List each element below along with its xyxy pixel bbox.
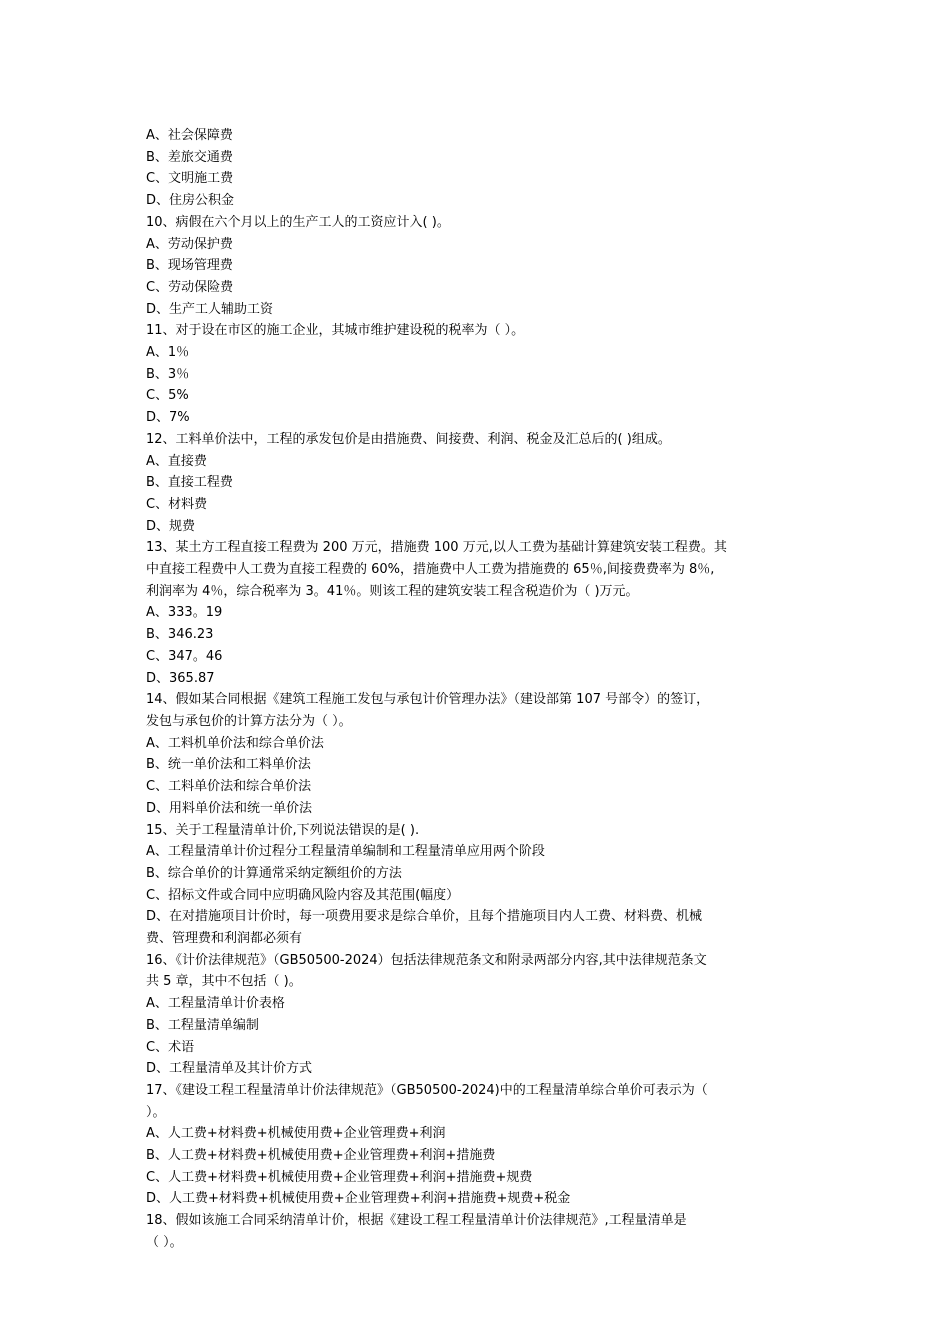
text-line: A、直接费 [146,453,207,469]
text-line: B、直接工程费 [146,475,233,491]
question-15: 15、关于工程量清单计价,下列说法错误的是( ). [146,822,420,838]
text-line: D、人工费+材料费+机械使用费+企业管理费+利润+措施费+规费+税金 [146,1191,571,1207]
text-line: C、人工费+材料费+机械使用费+企业管理费+利润+措施费+规费 [146,1169,533,1185]
text-line: D、在对措施项目计价时，每一项费用要求是综合单价，且每个措施项目内人工费、材料费、机械 [146,909,703,925]
question-18: 18、假如该施工合同采纳清单计价，根据《建设工程工程量清单计价法律规范》,工程量清单是 [146,1213,687,1229]
text-line: B、人工费+材料费+机械使用费+企业管理费+利润+措施费 [146,1148,496,1164]
text-line: D、7% [146,410,190,426]
text-line: 利润率为 4％，综合税率为 3。41％。则该工程的建筑安装工程含税造价为（ )万元。 [146,583,639,599]
text-line: 发包与承包价的计算方法分为（ ）。 [146,713,352,729]
text-line: D、住房公积金 [146,193,235,209]
text-line: ）。 [146,1104,166,1120]
text-line: 共 5 章，其中不包括（ )。 [146,974,302,990]
text-line: C、工料单价法和综合单价法 [146,779,312,795]
text-line: B、工程量清单编制 [146,1017,259,1033]
document-body [146,125,808,1254]
text-line: D、生产工人辅助工资 [146,301,274,317]
text-line: B、现场管理费 [146,258,233,274]
question-16: 16、《计价法律规范》（GB50500-2024）包括法律规范条文和附录两部分内容,其中法律规范条文 [146,952,707,968]
text-line: A、工程量清单计价过程分工程量清单编制和工程量清单应用两个阶段 [146,844,545,860]
text-line: C、文明施工费 [146,171,234,187]
text-line: （ ）。 [146,1234,183,1250]
text-line: 中直接工程费中人工费为直接工程费的 60%，措施费中人工费为措施费的 65％,间接费费率为 8％, [146,562,715,578]
text-line: C、材料费 [146,496,208,512]
text-line: A、劳动保护费 [146,236,233,252]
text-line: D、工程量清单及其计价方式 [146,1061,313,1077]
text-line: C、术语 [146,1039,195,1055]
text-line: C、劳动保险费 [146,279,234,295]
question-12: 12、工料单价法中，工程的承发包价是由措施费、间接费、利润、税金及汇总后的( )组成。 [146,431,671,447]
text-line: A、333。19 [146,605,223,621]
text-line: C、招标文件或合同中应明确风险内容及其范围(幅度） [146,887,460,903]
text-line: C、347。46 [146,648,223,664]
question-13: 13、某土方工程直接工程费为 200 万元，措施费 100 万元,以人工费为基础计算建筑安装工程费。其 [146,540,727,556]
text-line: A、人工费+材料费+机械使用费+企业管理费+利润 [146,1126,446,1142]
text-line: A、1％ [146,345,190,361]
text-line: B、3％ [146,366,190,382]
text-line: 费、管理费和利润都必须有 [146,931,303,947]
text-line: A、工料机单价法和综合单价法 [146,735,324,751]
text-line: D、规费 [146,518,196,534]
text-line: D、365.87 [146,670,215,686]
question-14: 14、假如某合同根据《建筑工程施工发包与承包计价管理办法》（建设部第 107 号部令）的签订， [146,692,710,708]
text-line: B、346.23 [146,627,214,643]
text-line: B、差旅交通费 [146,149,233,165]
text-line: B、统一单价法和工料单价法 [146,757,311,773]
question-10: 10、病假在六个月以上的生产工人的工资应计入( )。 [146,214,450,230]
text-line: C、5% [146,388,189,404]
text-line: B、综合单价的计算通常采纳定额组价的方法 [146,865,402,881]
text-line: A、工程量清单计价表格 [146,996,285,1012]
question-11: 11、对于设在市区的施工企业，其城市维护建设税的税率为（ ）。 [146,323,525,339]
text-line: D、用料单价法和统一单价法 [146,800,313,816]
text-line: A、社会保障费 [146,128,233,143]
question-17: 17、《建设工程工程量清单计价法律规范》（GB50500-2024)中的工程量清单综合单价可表示为（ [146,1082,708,1098]
